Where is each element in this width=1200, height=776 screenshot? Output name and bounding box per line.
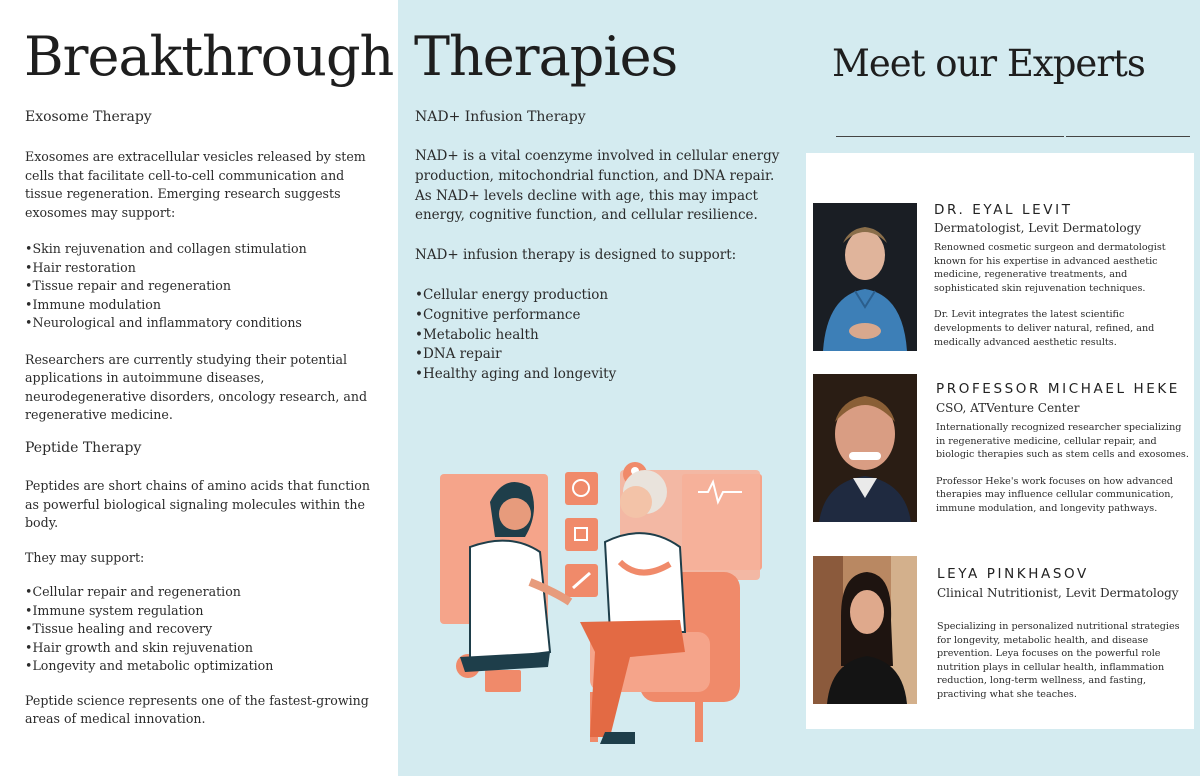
expert-bio-paragraph: Specializing in personalized nutritional strategies for longevity, metabolic health, and disease prevention. Leya focuses on the powerful role nutrition plays in cellular health, inflammation reduction, long-term wellness, and fasting, practiving what she teaches. bbox=[937, 621, 1180, 700]
list-item: • Tissue repair and regeneration bbox=[25, 277, 370, 296]
title-therapies: Therapies bbox=[414, 25, 678, 88]
expert-name: DR. EYAL LEVIT bbox=[934, 202, 1073, 218]
title-underline-right bbox=[1066, 136, 1190, 137]
exosome-section bbox=[25, 148, 370, 425]
list-item: • Neurological and inflammatory conditions bbox=[25, 314, 370, 333]
list-item: • Cellular repair and regeneration bbox=[25, 583, 385, 602]
list-item: • Skin rejuvenation and collagen stimulation bbox=[25, 240, 370, 259]
nad-benefits-list bbox=[415, 286, 783, 385]
list-item: • Hair growth and skin rejuvenation bbox=[25, 639, 385, 658]
expert-bio-paragraph: Dr. Levit integrates the latest scientific developments to deliver natural, refined, and medically advanced aesthetic results. bbox=[934, 309, 1155, 348]
expert-bio bbox=[934, 241, 1190, 349]
expert-role: CSO, ATVenture Center bbox=[936, 401, 1080, 415]
expert-photo-michael-heke bbox=[813, 374, 917, 522]
expert-bio bbox=[936, 421, 1192, 516]
exosome-outro: Researchers are currently studying their potential applications in autoimmune diseases, neurodegenerative disorders, oncology research, and regenerative medicine. bbox=[25, 351, 368, 422]
nad-lead: NAD+ infusion therapy is designed to support: bbox=[415, 247, 737, 264]
expert-bio-paragraph: Professor Heke's work focuses on how advanced therapies may influence cellular communication, immune modulation, and longevity pathways. bbox=[936, 475, 1174, 514]
list-item: • Cellular energy production bbox=[415, 286, 783, 306]
title-meet-experts: Meet our Experts bbox=[832, 42, 1145, 85]
nad-heading: NAD+ Infusion Therapy bbox=[415, 109, 586, 125]
expert-name: LEYA PINKHASOV bbox=[937, 566, 1089, 582]
title-underline-left bbox=[836, 136, 1064, 137]
expert-bio bbox=[937, 620, 1193, 702]
expert-bio-paragraph: Renowned cosmetic surgeon and dermatologist known for his expertise in advanced aesthetic medicine, regenerative treatments, and sophisticated skin rejuvenation techniques. bbox=[934, 242, 1166, 294]
list-item: • Healthy aging and longevity bbox=[415, 365, 783, 385]
expert-photo-leya-pinkhasov bbox=[813, 556, 917, 704]
list-item: • Hair restoration bbox=[25, 259, 370, 278]
list-item: • Longevity and metabolic optimization bbox=[25, 657, 385, 676]
peptide-heading: Peptide Therapy bbox=[25, 440, 142, 456]
nad-intro: NAD+ is a vital coenzyme involved in cellular energy production, mitochondrial function, and DNA repair. As NAD+ levels decline with age, this may impact energy, cognitive function, and cellular resilience. bbox=[415, 148, 780, 224]
peptide-lead: They may support: bbox=[25, 549, 145, 565]
peptide-intro: Peptides are short chains of amino acids that function as powerful biological signaling molecules within the body. bbox=[25, 478, 370, 530]
exosome-benefits-list bbox=[25, 240, 370, 333]
title-breakthrough: Breakthrough bbox=[24, 25, 394, 88]
exosome-intro: Exosomes are extracellular vesicles released by stem cells that facilitate cell-to-cell communication and tissue regeneration. Emerging research suggests exosomes may support: bbox=[25, 149, 366, 220]
expert-name: PROFESSOR MICHAEL HEKE bbox=[936, 381, 1180, 397]
list-item: • DNA repair bbox=[415, 345, 783, 365]
list-item: • Cognitive performance bbox=[415, 306, 783, 326]
peptide-benefits-list bbox=[25, 583, 385, 676]
peptide-section bbox=[25, 477, 385, 729]
nad-section bbox=[415, 147, 783, 385]
list-item: • Immune system regulation bbox=[25, 602, 385, 621]
list-item: • Metabolic health bbox=[415, 326, 783, 346]
list-item: • Tissue healing and recovery bbox=[25, 620, 385, 639]
expert-photo-eyal-levit bbox=[813, 203, 917, 351]
expert-role: Dermatologist, Levit Dermatology bbox=[934, 221, 1142, 235]
doctor-patient-illustration bbox=[430, 452, 770, 752]
expert-role: Clinical Nutritionist, Levit Dermatology bbox=[937, 586, 1179, 600]
peptide-outro: Peptide science represents one of the fastest-growing areas of medical innovation. bbox=[25, 692, 369, 726]
exosome-heading: Exosome Therapy bbox=[25, 109, 152, 125]
expert-bio-paragraph: Internationally recognized researcher specializing in regenerative medicine, cellular repair, and biologic therapies such as stem cells and exosomes. bbox=[936, 422, 1189, 461]
list-item: • Immune modulation bbox=[25, 296, 370, 315]
